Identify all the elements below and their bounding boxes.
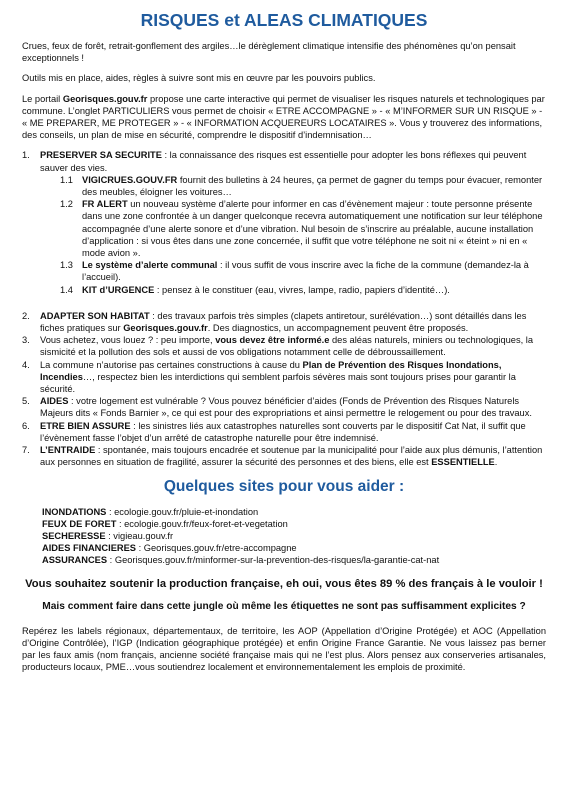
sub-item-text: un nouveau système d’alerte pour informer en cas d’évènement majeur : toute personne présente dans une zone confrontée à un danger quelconque recevra automatiquement une notification sur leur téléphone accompagnée d’une alerte sonore et d’une vibration. Nul besoin de s’inscrire au préalable, aucune installation d’application : si vous êtes dans une zone concernée, il suffit que votre téléphone ne soit ni « éteint » ni en « mode avion ». <box>82 199 543 259</box>
list-item-text: : des travaux parfois très simples (clapets antiretour, surélévation…) sont détaillés dans les fiches pratiques sur <box>40 310 527 334</box>
list-item-emphasis: ESSENTIELLE <box>431 457 495 468</box>
list-item-text-2: …, respectez bien les interdictions qui semblent parfois sévères mais sont toujours prises pour garantir la sécurité. <box>40 371 516 395</box>
list-number: 6. <box>22 420 30 431</box>
labels-paragraph: Repérez les labels régionaux, départementaux, de territoire, les AOP (Appellation d’Origine Protégée) et AOC (Appellation d’Origine Contrôlée), l’IGP (Indication géographique protégée) et enfin Origine France Garantie. Ne vous laissez pas berner par les faux amis (nom français, ancienne société française mais qui ne l’est plus. Alors pensez aux conserveries artisanales, producteurs locaux, PME…vous soutiendrez localement et environnementalement les emplois de proximité. <box>22 625 546 673</box>
site-label: ASSURANCES <box>42 555 108 566</box>
intro-paragraph: Crues, feux de forêt, retrait-gonflement des argiles…le dérèglement climatique intensifie des phénomènes qu’on pensait exceptionnels ! <box>22 41 516 64</box>
sub-number: 1.2 <box>60 199 73 210</box>
sub-item-text: : il vous suffit de vous inscrire avec la fiche de la commune (demandez-la à l’accueil). <box>82 260 529 283</box>
list-item-site-name: Georisques.gouv.fr <box>123 323 208 334</box>
list-item-heading: ETRE BIEN ASSURE <box>40 420 131 431</box>
sub-item-text: : pensez à le constituer (eau, vivres, lampe, radio, papiers d’identité…). <box>154 284 450 295</box>
list-item-text: Vous achetez, vous louez ? : peu importe, <box>40 335 216 346</box>
document-page <box>22 10 546 673</box>
list-item-emphasis: Plan de Prévention des Risques Inondations, Incendies <box>40 359 502 382</box>
sub-number: 1.3 <box>60 260 73 271</box>
list-item-text: : les sinistres liés aux catastrophes naturelles sont couverts par le dispositif Cat Nat, il suffit que l’évènement fasse l’objet d’un arrêté de catastrophe naturelle pour être indemnisé. <box>40 420 526 443</box>
site-url: : vigieau.gouv.fr <box>105 530 174 541</box>
sub-item-1-4 <box>44 284 546 296</box>
site-url: : Georisques.gouv.fr/minformer-sur-la-prevention-des-risques/la-garantie-cat-nat <box>107 555 440 566</box>
site-feux-de-foret <box>42 518 546 530</box>
list-item-text: : la connaissance des risques est essentielle pour adopter les bons réflexes qui peuvent sauver des vies. <box>40 150 527 173</box>
list-item-text: : votre logement est vulnérable ? Vous pouvez bénéficier d’aides (Fonds de Prévention des Risques Naturels Majeurs dits « Fonds Barnier », ce qui est pour des expropriations et ainsi permettre le relogement ou pour des travaux. <box>40 396 532 419</box>
site-url: : ecologie.gouv.fr/feux-foret-et-vegetation <box>116 518 288 529</box>
sub-item-heading: Le système d’alerte communal <box>82 260 218 271</box>
sub-item-1-2 <box>44 198 546 259</box>
site-aides-financieres <box>42 542 546 554</box>
list-item-text-2: . Des diagnostics, un accompagnement peuvent être proposés. <box>207 323 469 334</box>
portal-text-2: propose une carte interactive qui permet de visualiser les risques naturels et technologiques par commune. L’onglet PARTICULIERS vous permet de choisir « ETRE ACCOMPAGNE » - « M’INFORMER SUR UN RISQUE » - « ME PREPARER, ME PROTEGER » - « INFORMATION ACQUEREURS LOCATAIRES ». Vous y trouverez des informations, des conseils, un plan de mise en sécurité, comprendre le dispositif d’indemnisation… <box>22 93 545 141</box>
site-label: SECHERESSE <box>42 530 106 541</box>
list-item-2 <box>22 310 546 334</box>
list-item-6 <box>22 420 546 444</box>
list-item-heading: L’ENTRAIDE <box>40 445 96 456</box>
sites-heading: Quelques sites pour vous aider : <box>163 477 405 495</box>
page-title: RISQUES et ALEAS CLIMATIQUES <box>140 10 428 30</box>
sub-item-heading: FR ALERT <box>82 199 128 210</box>
site-secheresse <box>42 530 546 542</box>
list-item-emphasis: vous devez être informé.e <box>215 335 330 346</box>
sub-item-heading: KIT d’URGENCE <box>82 284 155 295</box>
sub-item-text: fournit des bulletins à 24 heures, ça permet de gagner du temps pour évacuer, remonter des meubles, éloigner les voitures… <box>82 174 543 198</box>
list-item-text: La commune n’autorise pas certaines constructions à cause du <box>40 359 303 370</box>
list-number: 2. <box>22 310 30 321</box>
list-item-text-2: . <box>494 457 498 468</box>
list-item-heading: AIDES <box>40 396 69 407</box>
sub-number: 1.4 <box>60 284 73 295</box>
intro-paragraph-2: Outils mis en place, aides, règles à suivre sont mis en œuvre par les pouvoirs publics. <box>22 73 376 84</box>
site-label: AIDES FINANCIERES <box>42 543 137 554</box>
production-heading: Vous souhaitez soutenir la production française, eh oui, vous êtes 89 % des français à le vouloir ! <box>25 577 543 590</box>
list-number: 7. <box>22 445 30 456</box>
list-number: 1. <box>22 150 30 161</box>
list-item-text-2: des aléas naturels, miniers ou technologiques, la sismicité et la pollution des sols et aussi de vos obligations notamment celle de débroussaillement. <box>40 335 534 358</box>
labels-question-heading: Mais comment faire dans cette jungle où même les étiquettes ne sont pas suffisamment explicites ? <box>42 600 526 612</box>
list-number: 3. <box>22 335 30 346</box>
list-item-1 <box>22 149 546 173</box>
portal-paragraph <box>22 93 546 142</box>
list-item-5 <box>22 395 546 419</box>
portal-text: Le portail <box>22 93 63 104</box>
list-item-heading: ADAPTER SON HABITAT <box>40 310 150 321</box>
site-url: : ecologie.gouv.fr/pluie-et-inondation <box>106 506 259 517</box>
sub-number: 1.1 <box>60 174 73 185</box>
list-item-3 <box>22 334 546 358</box>
sub-item-heading: VIGICRUES.GOUV.FR <box>82 174 178 185</box>
list-item-4 <box>22 359 546 396</box>
sub-item-1-1 <box>44 174 546 198</box>
list-number: 5. <box>22 396 30 407</box>
sites-list <box>22 506 546 567</box>
site-label: FEUX DE FORET <box>42 518 117 529</box>
sub-item-1-3 <box>44 259 546 283</box>
list-item-heading: PRESERVER SA SECURITE <box>40 150 162 161</box>
site-label: INONDATIONS <box>42 506 107 517</box>
portal-site-name: Georisques.gouv.fr <box>62 93 148 104</box>
site-url: : Georisques.gouv.fr/etre-accompagne <box>136 543 297 554</box>
site-inondations <box>42 506 546 518</box>
numbered-list <box>22 149 546 468</box>
list-number: 4. <box>22 359 30 370</box>
site-assurances <box>42 554 546 566</box>
list-item-text: : spontanée, mais toujours encadrée et soutenue par la municipalité pour l’aide aux plus démunis, l’attention aux personnes en situation de fragilité, assurer la sécurité des personnes et des biens, elle est <box>40 445 543 468</box>
list-item-7 <box>22 444 546 468</box>
